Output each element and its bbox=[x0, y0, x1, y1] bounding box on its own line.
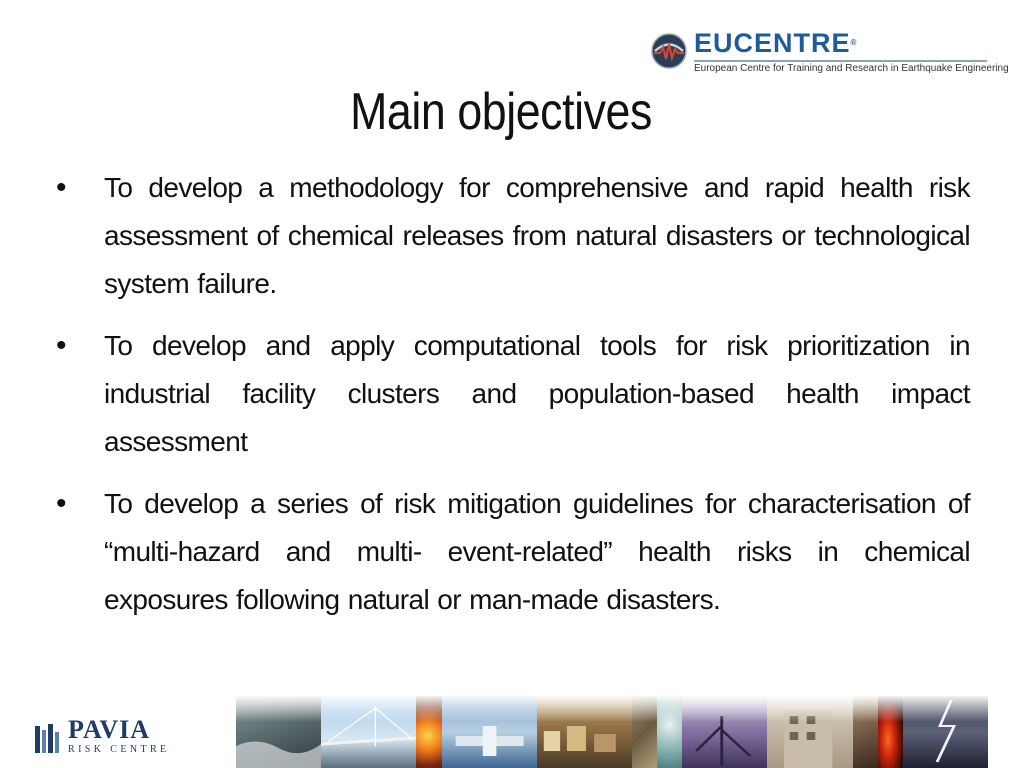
fire-image bbox=[416, 696, 441, 768]
objective-text: To develop and apply computational tools for risk prioritization in industrial facility clusters and population-based health impact assessment bbox=[104, 330, 970, 457]
bullet-marker: • bbox=[56, 487, 67, 520]
lava-image bbox=[878, 696, 903, 768]
sea-image bbox=[657, 696, 682, 768]
objective-text: To develop a series of risk mitigation guidelines for characterisation of “multi-hazard and multi- event-related” health risks in chemical exposures following natural or man-made disasters. bbox=[104, 488, 970, 615]
eucentre-emblem-icon bbox=[650, 32, 688, 70]
slide-title: Main objectives bbox=[350, 83, 652, 141]
objective-item bbox=[56, 322, 970, 466]
pavia-name: PAVIA bbox=[68, 715, 151, 744]
objective-text: To develop a methodology for comprehensive and rapid health risk assessment of chemical releases from natural disasters or technological system failure. bbox=[104, 172, 970, 299]
satellite-image bbox=[442, 696, 537, 768]
bridge-image bbox=[321, 696, 416, 768]
town-image bbox=[537, 696, 632, 768]
objective-item bbox=[56, 164, 970, 308]
bullet-marker: • bbox=[56, 329, 67, 362]
disaster-image-strip bbox=[236, 696, 988, 768]
collapse-image bbox=[853, 696, 878, 768]
eucentre-name: EUCENTRE bbox=[694, 28, 851, 58]
building-image bbox=[767, 696, 852, 768]
lightning-image bbox=[903, 696, 988, 768]
rubble-image bbox=[632, 696, 657, 768]
logo-divider bbox=[694, 60, 987, 62]
pavia-columns-icon bbox=[34, 720, 64, 754]
bullet-marker: • bbox=[56, 171, 67, 204]
pavia-risk-centre-logo bbox=[34, 716, 174, 760]
eucentre-wordmark bbox=[694, 28, 856, 58]
trademark-symbol: ® bbox=[850, 38, 857, 47]
objective-item bbox=[56, 480, 970, 624]
flood-image bbox=[236, 696, 321, 768]
objectives-list bbox=[56, 164, 970, 638]
storm-image bbox=[682, 696, 767, 768]
pavia-subtitle: RISK CENTRE bbox=[68, 744, 170, 755]
eucentre-logo bbox=[650, 28, 1009, 80]
eucentre-tagline: European Centre for Training and Research in Earthquake Engineering bbox=[694, 63, 1009, 74]
